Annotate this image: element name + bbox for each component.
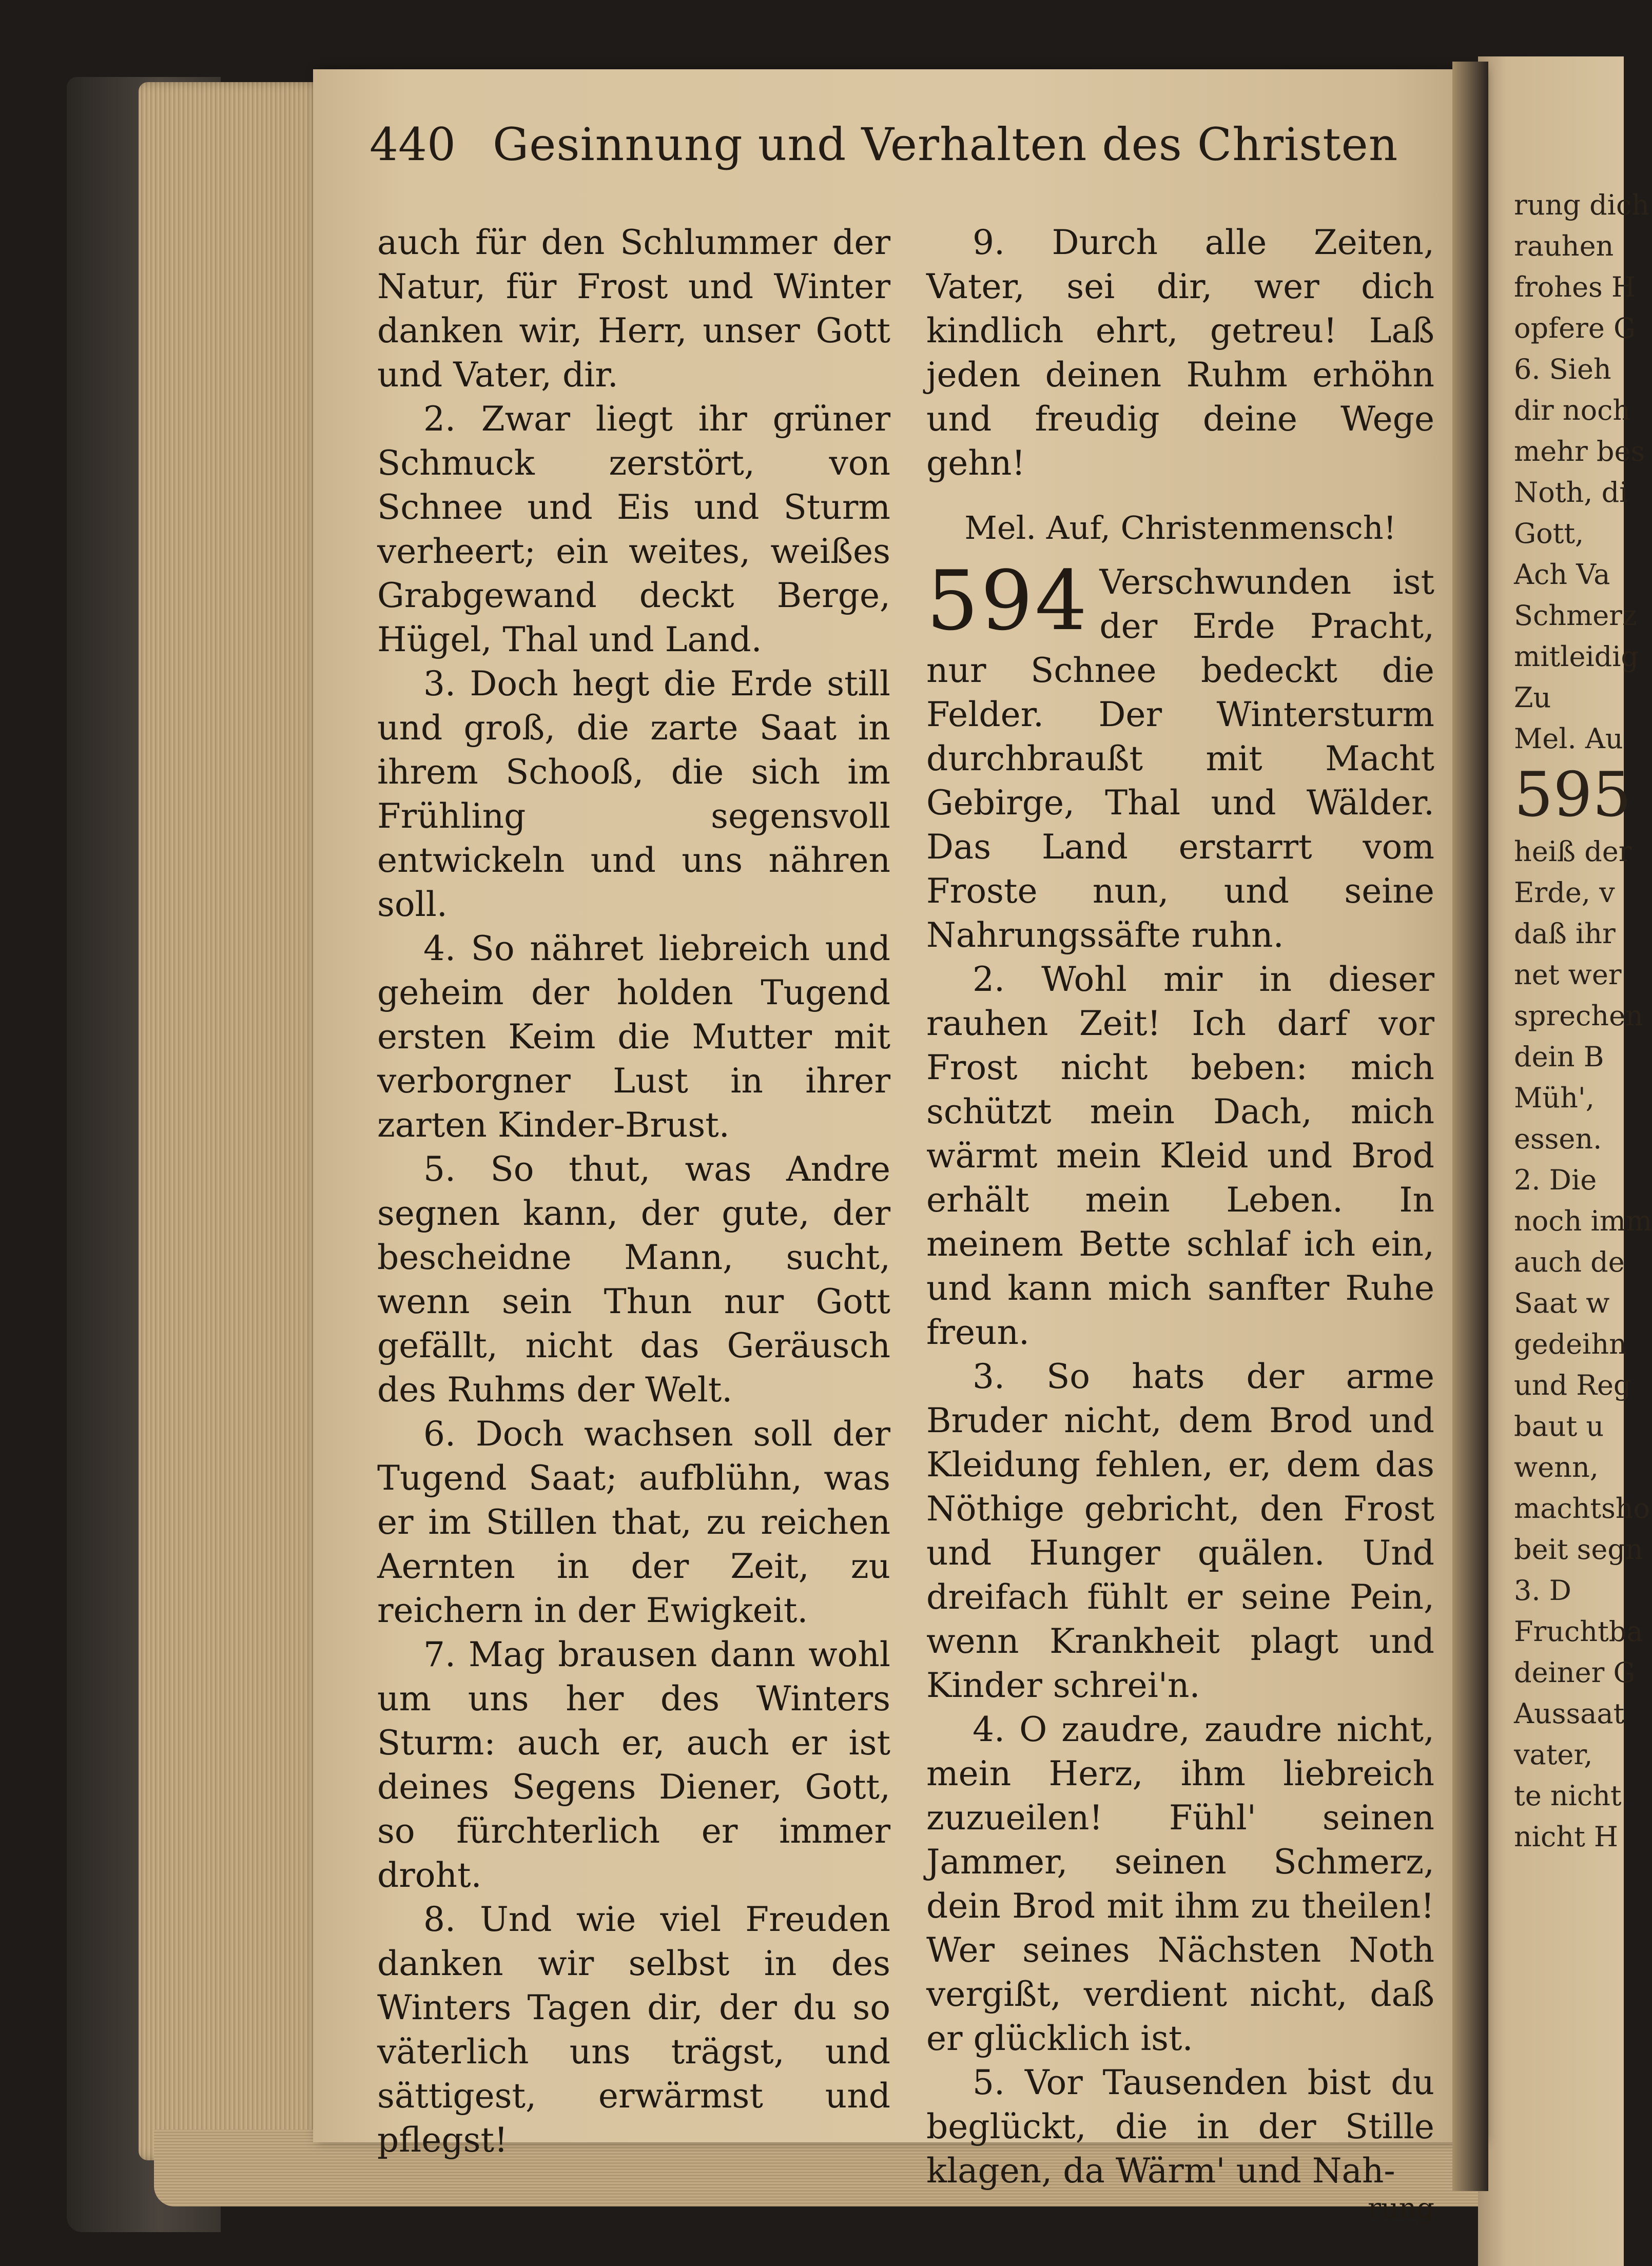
stanza: 4. So nähret liebreich und geheim der holden Tugend ersten Keim die Mutter mit verborgner Lust in ihrer zarten Kinder-Brust.: [377, 929, 890, 1145]
catchword: rung: [1368, 2192, 1434, 2224]
text-line: mehr bes: [1514, 435, 1645, 467]
stanza: 2. Zwar liegt ihr grüner Schmuck zerstört, von Schnee und Eis und Sturm verheert; ein weites, weißes Grabgewand deckt Berge, Hügel, Thal und Land.: [377, 399, 890, 659]
hymn-594: [926, 553, 1434, 958]
text-line: noch imm: [1514, 1205, 1652, 1237]
text-line: Saat w: [1514, 1287, 1610, 1319]
right-column: [926, 221, 1434, 2252]
text-line: vater,: [1514, 1738, 1593, 1771]
stanza: 5. Vor Tausenden bist du beglückt, die in der Stille klagen, da Wärm' und Nah-: [926, 2063, 1434, 2191]
text-line: te nicht: [1514, 1780, 1622, 1812]
text-line: Erde, v: [1514, 876, 1615, 909]
text-line: heiß der: [1514, 835, 1632, 868]
stanza: 8. Und wie viel Freuden danken wir selbst in des Winters Tagen dir, der du so väterlich uns trägst, und sättigest, erwärmst und pflegst!: [377, 1900, 890, 2160]
text-line: mitleidig: [1514, 640, 1639, 673]
text-line: sprechen: [1514, 1000, 1643, 1032]
text-line: Aussaat: [1514, 1697, 1625, 1730]
text-line: Müh',: [1514, 1082, 1595, 1114]
text-line: dir noch: [1514, 394, 1631, 426]
book-gutter: [1452, 62, 1488, 2191]
hymn-number: 595: [1514, 759, 1632, 831]
stanza: 7. Mag brausen dann wohl um uns her des Winters Sturm: auch er, auch er ist deines Segens Diener, Gott, so fürchterlich er immer droht.: [377, 1635, 890, 1895]
text-line: und Reg: [1514, 1369, 1631, 1401]
text-line: Schmerz: [1514, 599, 1637, 632]
text-line: opfere G: [1514, 312, 1636, 344]
text-line: dein B: [1514, 1041, 1604, 1073]
left-column: [377, 221, 890, 2162]
text-line: Noth, di: [1514, 476, 1628, 509]
text-line: Fruchtba: [1514, 1615, 1643, 1648]
running-title: Gesinnung und Verhalten des Christen: [493, 118, 1398, 171]
text-line: gedeihn: [1514, 1328, 1627, 1360]
page-header: [370, 108, 1427, 185]
stanza: 3. Doch hegt die Erde still und groß, die zarte Saat in ihrem Schooß, die sich im Frühling segensvoll entwickeln und uns nähren soll.: [377, 664, 890, 924]
text-line: rauhen: [1514, 230, 1614, 262]
text-line: beit segn: [1514, 1533, 1643, 1566]
text-line: baut u: [1514, 1410, 1604, 1442]
hymn-number: 594: [926, 553, 1090, 649]
text-line: net wer: [1514, 959, 1622, 991]
text-line: rung dich: [1514, 189, 1649, 221]
text-line: wenn,: [1514, 1451, 1599, 1483]
page-number: 440: [370, 118, 456, 171]
stanza: 3. So hats der arme Bruder nicht, dem Brod und Kleidung fehlen, er, dem das Nöthige gebricht, den Frost und Hunger quälen. Und dreifach fühlt er seine Pein, wenn Krankheit plagt und Kinder schrei'n.: [926, 1357, 1434, 1705]
text-line: 6. Sieh: [1514, 353, 1611, 385]
stanza: 4. O zaudre, zaudre nicht, mein Herz, ihm liebreich zuzueilen! Fühl' seinen Jammer, seinen Schmerz, dein Brod mit ihm zu theilen! Wer seines Nächsten Noth vergißt, verdient nicht, daß er glücklich ist.: [926, 1710, 1434, 2058]
text-line: Mel. Au: [1514, 722, 1623, 755]
text-line: frohes H: [1514, 271, 1636, 303]
text-line: 2. Die: [1514, 1164, 1597, 1196]
text-line: deiner G: [1514, 1656, 1636, 1689]
text-line: 3. D: [1514, 1574, 1571, 1607]
facing-page-text: [1514, 185, 1652, 1858]
text-line: Ach Va: [1514, 558, 1610, 591]
page-edges: [139, 82, 323, 2160]
text-line: Gott,: [1514, 517, 1584, 550]
stanza: 6. Doch wachsen soll der Tugend Saat; aufblühn, was er im Stillen that, zu reichen Aernten in der Zeit, zu reichern in der Ewigkeit.: [377, 1414, 890, 1630]
text-line: auch de: [1514, 1246, 1625, 1278]
text-line: daß ihr: [1514, 917, 1616, 950]
stanza: 9. Durch alle Zeiten, Vater, sei dir, wer dich kindlich ehrt, getreu! Laß jeden deinen Ruhm erhöhn und freudig deine Wege gehn!: [926, 223, 1434, 483]
text-line: nicht H: [1514, 1821, 1619, 1853]
text-line: machtsho: [1514, 1492, 1650, 1525]
text-line: Zu: [1514, 681, 1551, 714]
stanza: 2. Wohl mir in dieser rauhen Zeit! Ich darf vor Frost nicht beben: mich schützt mein Dach, mich wärmt mein Kleid und Brod erhält mein Leben. In meinem Bette schlaf ich ein, und kann mich sanfter Ruhe freun.: [926, 960, 1434, 1352]
stanza: 5. So thut, was Andre segnen kann, der gute, der bescheidne Mann, sucht, wenn sein Thun nur Gott gefällt, nicht das Geräusch des Ruhms der Welt.: [377, 1149, 890, 1410]
melody-line: Mel. Auf, Christenmensch!: [964, 509, 1396, 546]
text-line: essen.: [1514, 1123, 1602, 1155]
stanza: auch für den Schlummer der Natur, für Frost und Winter danken wir, Herr, unser Gott und Vater, dir.: [377, 223, 890, 395]
hymn-first-stanza: Verschwunden ist der Erde Pracht, nur Schnee bedeckt die Felder. Der Wintersturm durchbraußt mit Macht Gebirge, Thal und Wälder. Das Land erstarrt vom Froste nun, und seine Nahrungssäfte ruhn.: [926, 562, 1434, 955]
